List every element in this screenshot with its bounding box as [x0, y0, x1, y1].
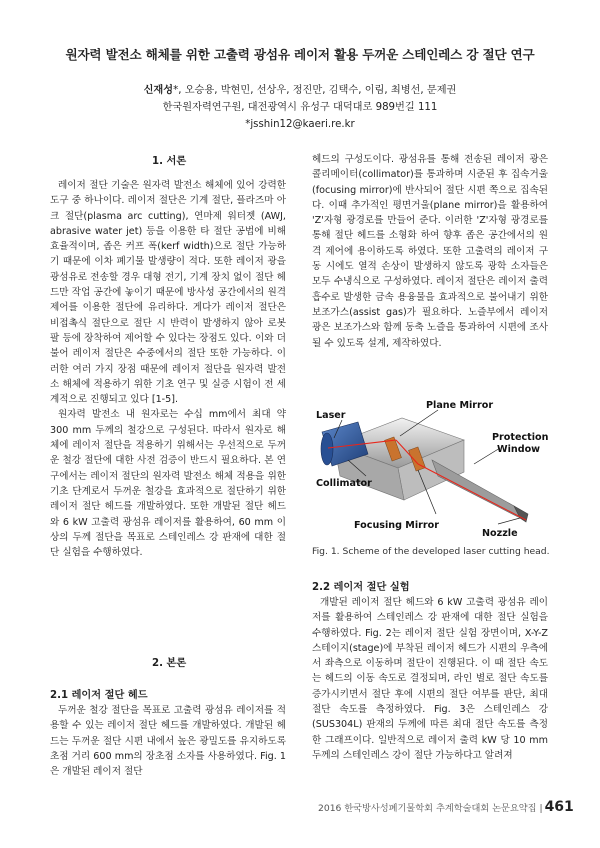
experiment-paragraph: 개발된 레이저 절단 헤드와 6 kW 고출력 광섬유 레이저를 활용하여 스테인레스 강 판재에 대한 절단 실험을 수행하였다. Fig. 2는 레이저 절단 실험 장면이며, X-Y-Z 스테이지(stage)에 부착된 레이저 헤드가 시편의 우측에서 좌측으로 이동하며 절단이 진행된다. 이 때 절단 속도는 헤드의 이동 속도로 결정되며, 라인 별로 절단 속도를 증가시키면서 절단 후에 시편의 절단 여부를 판단, 최대 절단 속도를 측정하였다. Fig. 3은 스테인레스 강(SUS304L) 판재의 두께에 따른 최대 절단 속도를 측정한 그래프이다. 일반적으로 레이저 출력 kW 당 10 mm 두께의 스테인레스 강이 절단 가능하다고 알려져	[312, 597, 548, 761]
left-column-cutting-head	[50, 703, 286, 779]
footer-text: 2016 한국방사성폐기물학회 추계학술대회 논문요약집	[318, 803, 537, 814]
label-collimator: Collimator	[316, 478, 372, 489]
email: *jsshin12@kaeri.re.kr	[245, 119, 355, 130]
paper-title: 원자력 발전소 해체를 위한 고출력 광섬유 레이저 활용 두꺼운 스테인레스 강 절단 연구	[65, 47, 535, 62]
author-block	[0, 82, 600, 133]
footer-separator: |	[539, 803, 543, 814]
page-number: 461	[544, 799, 574, 815]
page-footer	[318, 799, 574, 815]
label-laser: Laser	[316, 410, 346, 421]
right-column-experiment	[312, 595, 548, 763]
lead-author: 신재성	[143, 85, 174, 96]
label-protection: Protection	[492, 432, 548, 443]
left-column-intro	[50, 178, 286, 560]
section-heading-intro: 1. 서론	[152, 156, 187, 167]
co-authors: *, 오승용, 박현민, 선상우, 정진만, 김택수, 이림, 최병선, 문제권	[173, 85, 457, 96]
intro-paragraph-1: 레이저 절단 기술은 원자력 발전소 해체에 있어 강력한 도구 중 하나이다. 레이저 절단은 기계 절단, 플라즈마 아크 절단(plasma arc cutting), 연마제 워터젯 (AWJ, abrasive water jet) 등을 이용한 타 절단 공법에 비해 효율적이며, 좁은 커프 폭(kerf width)으로 절단 가능하기 때문에 이차 폐기물 발생량이 적다. 또한 레이저 광을 광섬유로 전송할 경우 대형 전기, 기계 장치 없이 절단 헤드만 작업 공간에 놓이기 때문에 방사성 공간에서의 원격 제어를 이용한 절단에 유리하다. 게다가 레이저 절단은 비접촉식 절단으로 절단 시 반력이 발생하지 않아 로봇 팔 등에 장착하여 제어할 수 있다는 장점도 있다. 이와 더불어 레이저 절단은 수중에서의 절단 또한 가능하다. 이러한 여러 가지 장점 때문에 레이저 절단을 원자력 발전소 해체에 적용하기 위한 기초 연구 및 실증 시험이 전 세계적으로 진행되고 있다 [1-5].	[50, 180, 286, 406]
subsection-heading-experiment: 2.2 레이저 절단 실험	[312, 582, 410, 593]
author-list	[0, 82, 600, 99]
section-heading-body: 2. 본론	[152, 658, 187, 669]
cutting-head-paragraph-cont: 헤드의 구성도이다. 광섬유를 통해 전송된 레이저 광은 콜리메이터(collimator)를 통과하며 시준된 후 집속거울(focusing mirror)에 반사되어 절단 시편 쪽으로 집속된다. 이때 추가적인 평면거울(plane mirror)을 활용하여 'Z'자형 광경로를 만들어 준다. 이러한 'Z'자형 광경로를 통해 절단 헤드를 소형화 하여 향후 좁은 공간에서의 원격 제어에 용이하도록 하였다. 또한 고출력의 레이저 구동 시에도 열적 손상이 발생하지 않도록 광학 소자들은 모두 수냉식으로 구성하였다. 레이저 절단은 레이저 출력 흡수로 발생한 금속 용융물을 효과적으로 불어내기 위한 보조가스(assist gas)가 필요하다. 노즐부에서 레이저 광은 보조가스와 함께 동축 노즐을 통과하여 시편에 조사될 수 있도록 설계, 제작하였다.	[312, 154, 548, 349]
label-nozzle: Nozzle	[482, 528, 518, 539]
laser-head-schematic	[314, 396, 548, 542]
right-column-top	[312, 152, 548, 351]
label-plane-mirror: Plane Mirror	[426, 400, 494, 411]
cutting-head-paragraph: 두꺼운 철강 절단을 목표로 고출력 광섬유 레이저를 적용할 수 있는 레이저 절단 헤드를 개발하였다. 개발된 헤드는 두꺼운 절단 시편 내에서 높은 광밀도를 유지하도록 초점 거리 600 mm의 장초점 소자를 사용하였다. Fig. 1은 개발된 레이저 절단	[50, 705, 286, 778]
label-focusing-mirror: Focusing Mirror	[354, 520, 439, 531]
affiliation: 한국원자력연구원, 대전광역시 유성구 대덕대로 989번길 111	[162, 102, 438, 113]
subsection-heading-cutting-head: 2.1 레이저 절단 헤드	[50, 690, 148, 701]
figure-1	[314, 396, 548, 542]
figure-caption: Fig. 1. Scheme of the developed laser cutting head.	[312, 546, 550, 557]
intro-paragraph-2: 원자력 발전소 내 원자로는 수십 mm에서 최대 약 300 mm 두께의 철강으로 구성된다. 따라서 원자로 해체에 레이저 절단을 적용하기 위해서는 우선적으로 두꺼운 철강 절단에 대한 사전 검증이 반드시 필요하다. 본 연구에서는 레이저 절단의 원자력 발전소 해체 적용을 위한 기초 단계로서 두꺼운 철강을 효과적으로 절단하기 위한 레이저 절단 헤드를 개발하였다. 또한 개발된 절단 헤드와 6 kW 고출력 광섬유 레이저를 활용하여, 60 mm 이상의 두께 절단을 목표로 스테인레스 강 판재에 대한 절단 실험을 수행하였다.	[50, 409, 286, 559]
label-window: Window	[497, 444, 541, 455]
